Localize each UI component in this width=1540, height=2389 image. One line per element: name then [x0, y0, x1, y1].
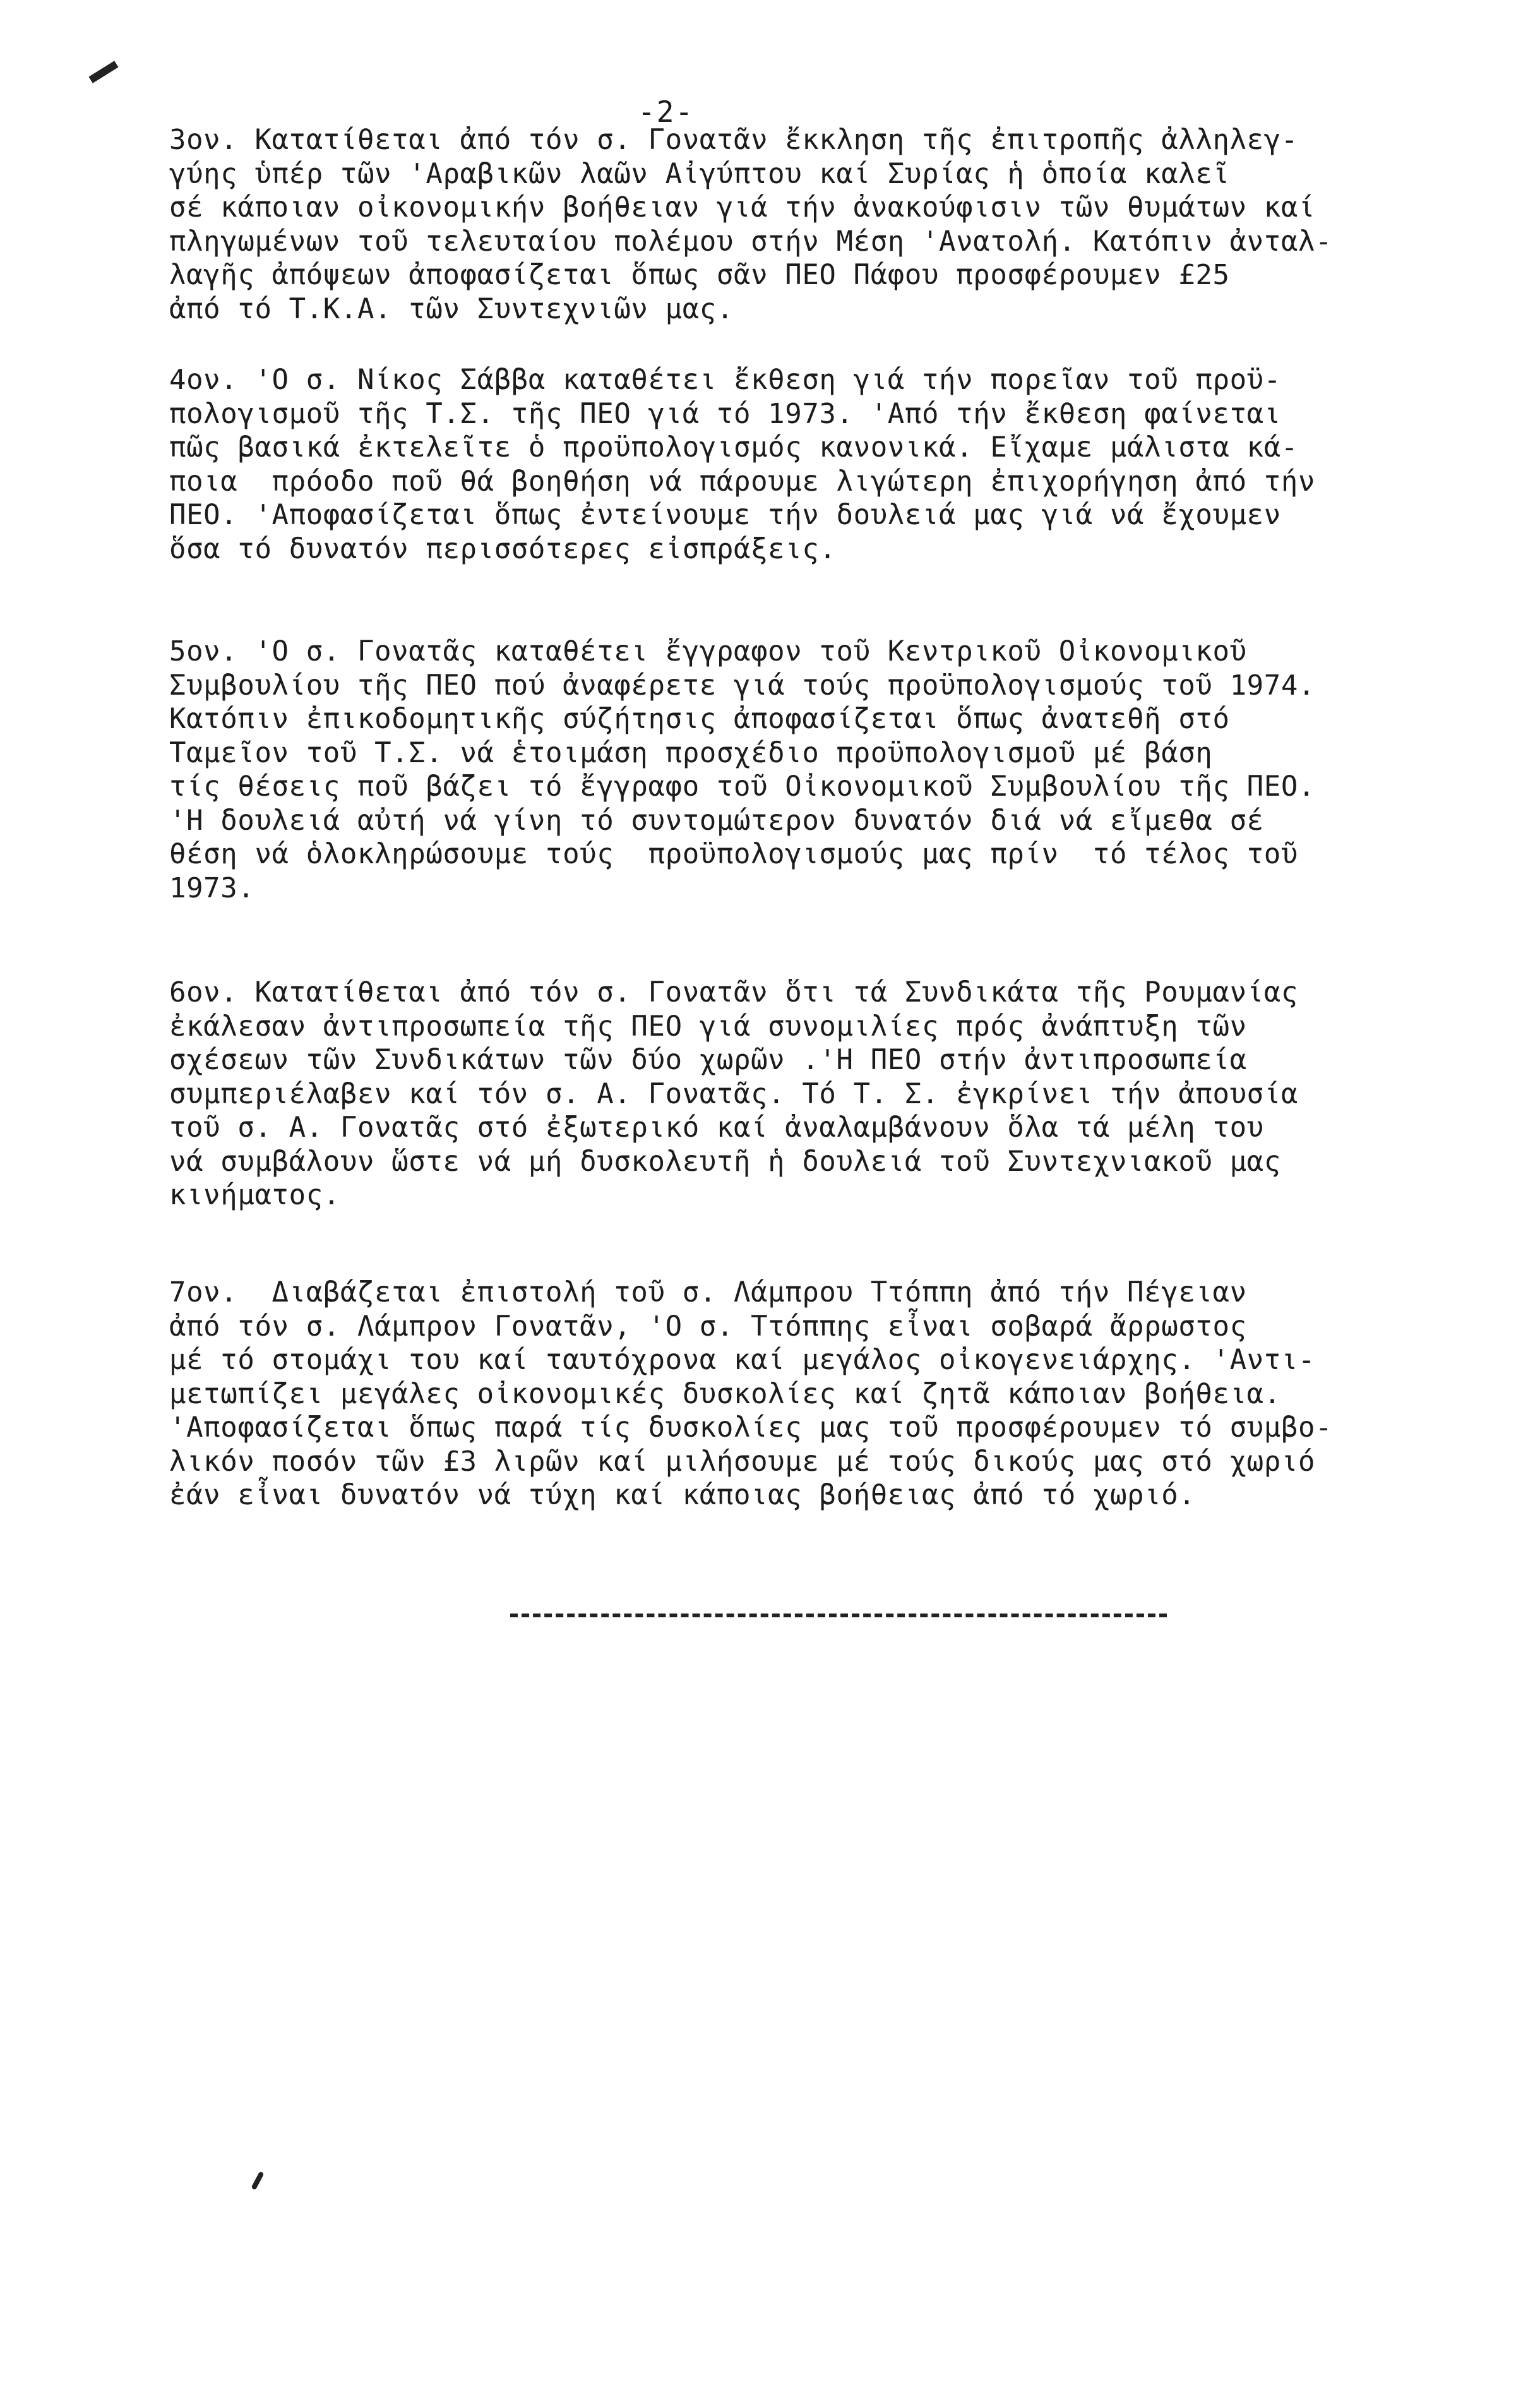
- minutes-item-7: [169, 1276, 1483, 1512]
- text-line: ΠΕΟ. 'Αποφασίζεται ὅπως ἐντείνουμε τήν δουλειά μας γιά νά ἔχουμεν: [169, 499, 1281, 531]
- text-line: ἀπό τό Τ.Κ.Α. τῶν Συντεχνιῶν μας.: [169, 292, 734, 325]
- text-line: ὅσα τό δυνατόν περισσότερες εἰσπράξεις.: [169, 532, 837, 565]
- text-line: 5ον. 'Ο σ. Γονατᾶς καταθέτει ἔγγραφον τοῦ Κεντρικοῦ Οἰκονομικοῦ: [169, 635, 1247, 668]
- text-line: μέ τό στομάχι του καί ταυτόχρονα καί μεγάλος οἰκογενειάρχης. 'Αντι-: [169, 1344, 1316, 1376]
- end-divider: [510, 1614, 1167, 1617]
- text-line: ποια πρόοδο ποῦ θά βοηθήση νά πάρουμε λιγώτερη ἐπιχορήγηση ἀπό τήν: [169, 465, 1316, 498]
- text-line: 1973.: [169, 871, 255, 904]
- text-line: 4ον. 'Ο σ. Νίκος Σάββα καταθέτει ἔκθεση γιά τήν πορεῖαν τοῦ προϋ-: [169, 364, 1281, 396]
- text-line: τοῦ σ. Α. Γονατᾶς στό ἐξωτερικό καί ἀναλαμβάνουν ὅλα τά μέλη του: [169, 1111, 1264, 1144]
- text-line: 7ον. Διαβάζεται ἐπιστολή τοῦ σ. Λάμπρου Ττόππη ἀπό τήν Πέγειαν: [169, 1276, 1247, 1308]
- text-line: σέ κάποιαν οἰκονομικήν βοήθειαν γιά τήν ἀνακούφισιν τῶν θυμάτων καί: [169, 191, 1316, 224]
- text-line: τίς θέσεις ποῦ βάζει τό ἔγγραφο τοῦ Οἰκονομικοῦ Συμβουλίου τῆς ΠΕΟ.: [169, 770, 1316, 803]
- text-line: ἐκάλεσαν ἀντιπροσωπεία τῆς ΠΕΟ γιά συνομιλίες πρός ἀνάπτυξη τῶν: [169, 1010, 1247, 1043]
- text-line: πῶς βασικά ἐκτελεῖτε ὁ προϋπολογισμός κανονικά. Εἴχαμε μάλιστα κά-: [169, 431, 1298, 464]
- text-line: Ταμεῖον τοῦ Τ.Σ. νά ἑτοιμάση προσχέδιο προϋπολογισμοῦ μέ βάση: [169, 736, 1213, 769]
- scan-mark-bottom-left: [251, 2171, 264, 2190]
- text-line: μετωπίζει μεγάλες οἰκονομικές δυσκολίες καί ζητᾶ κάποιαν βοήθεια.: [169, 1377, 1281, 1410]
- text-line: 6ον. Κατατίθεται ἀπό τόν σ. Γονατᾶν ὅτι τά Συνδικάτα τῆς Ρουμανίας: [169, 976, 1298, 1009]
- text-line: κινήματος.: [169, 1179, 340, 1211]
- text-line: ἀπό τόν σ. Λάμπρον Γονατᾶν, 'Ο σ. Ττόππης εἶναι σοβαρά ἄρρωστος: [169, 1310, 1247, 1343]
- text-line: θέση νά ὁλοκληρώσουμε τούς προϋπολογισμούς μας πρίν τό τέλος τοῦ: [169, 838, 1298, 870]
- text-line: Κατόπιν ἐπικοδομητικῆς σύζήτησις ἀποφασίζεται ὅπως ἀνατεθῆ στό: [169, 703, 1230, 735]
- text-line: πολογισμοῦ τῆς Τ.Σ. τῆς ΠΕΟ γιά τό 1973. 'Από τήν ἔκθεση φαίνεται: [169, 397, 1281, 430]
- text-line: λικόν ποσόν τῶν £3 λιρῶν καί μιλήσουμε μέ τούς δικούς μας στό χωριό: [169, 1445, 1316, 1478]
- text-line: ἐάν εἶναι δυνατόν νά τύχη καί κάποιας βοήθειας ἀπό τό χωριό.: [169, 1479, 1196, 1511]
- text-line: λαγῆς ἀπόψεων ἀποφασίζεται ὅπως σᾶν ΠΕΟ Πάφου προσφέρουμεν £25: [169, 259, 1230, 291]
- minutes-item-6: [169, 976, 1483, 1212]
- minutes-item-4: [169, 363, 1483, 566]
- text-line: 'Η δουλειά αὐτή νά γίνη τό συντομώτερον δυνατόν διά νά εἴμεθα σέ: [169, 804, 1264, 837]
- text-line: νά συμβάλουν ὥστε νά μή δυσκολευτῆ ἡ δουλειά τοῦ Συντεχνιακοῦ μας: [169, 1145, 1281, 1178]
- text-line: γύης ὑπέρ τῶν 'Αραβικῶν λαῶν Αἰγύπτου καί Συρίας ἡ ὁποία καλεῖ: [169, 157, 1230, 190]
- text-line: 3ον. Κατατίθεται ἀπό τόν σ. Γονατᾶν ἔκκληση τῆς ἐπιτροπῆς ἀλληλεγ-: [169, 124, 1298, 156]
- page-number: -2-: [638, 95, 695, 129]
- text-line: συμπεριέλαβεν καί τόν σ. Α. Γονατᾶς. Τό Τ. Σ. ἐγκρίνει τήν ἀπουσία: [169, 1077, 1298, 1110]
- text-line: πληγωμένων τοῦ τελευταίου πολέμου στήν Μέση 'Ανατολή. Κατόπιν ἀνταλ-: [169, 225, 1333, 258]
- scan-mark-top-left: [88, 61, 118, 83]
- text-line: Συμβουλίου τῆς ΠΕΟ πού ἀναφέρετε γιά τούς προϋπολογισμούς τοῦ 1974.: [169, 669, 1316, 702]
- minutes-item-5: [169, 635, 1483, 905]
- minutes-item-3: [169, 123, 1483, 326]
- text-line: σχέσεων τῶν Συνδικάτων τῶν δύο χωρῶν .'Η ΠΕΟ στήν ἀντιπροσωπεία: [169, 1044, 1247, 1076]
- text-line: 'Αποφασίζεται ὅπως παρά τίς δυσκολίες μας τοῦ προσφέρουμεν τό συμβο-: [169, 1411, 1333, 1444]
